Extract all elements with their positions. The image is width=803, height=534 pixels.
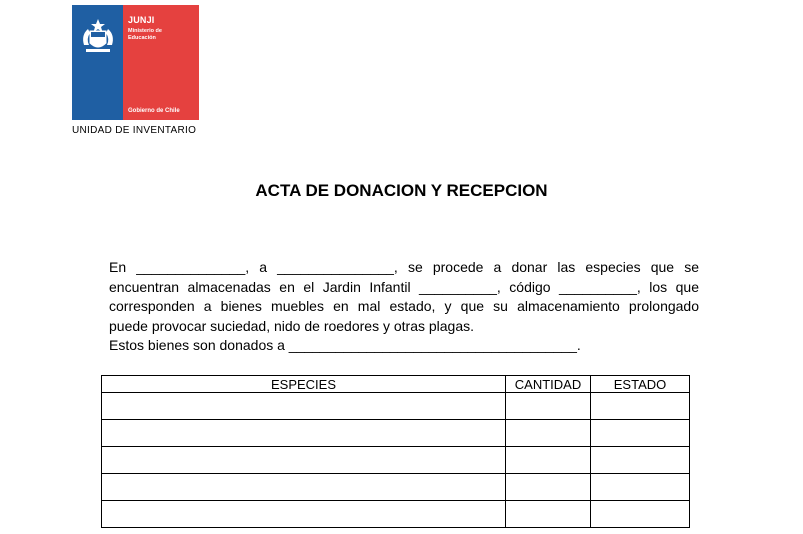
cell-estado[interactable] [591, 474, 690, 501]
table-row [102, 447, 690, 474]
table-row [102, 474, 690, 501]
table-row [102, 420, 690, 447]
junji-logo [72, 5, 199, 120]
logo-footer: Gobierno de Chile [128, 108, 180, 114]
cell-cantidad[interactable] [506, 447, 591, 474]
cell-estado[interactable] [591, 501, 690, 528]
cell-especies[interactable] [102, 474, 506, 501]
body-line-5: Estos bienes son donados a _____________________________________. [109, 337, 581, 353]
cell-especies[interactable] [102, 501, 506, 528]
items-table-container [101, 375, 690, 528]
logo-blue-panel [72, 5, 123, 120]
cell-especies[interactable] [102, 447, 506, 474]
body-line-3: corresponden a bienes muebles en mal estado, y que su almacenamiento prolongado [109, 298, 699, 314]
cell-estado[interactable] [591, 420, 690, 447]
table-row [102, 501, 690, 528]
logo-red-panel [123, 5, 199, 120]
body-line-4: puede provocar suciedad, nido de roedores y otras plagas. [109, 317, 475, 334]
header-estado: ESTADO [591, 376, 690, 393]
table-header-row [102, 376, 690, 393]
table-row [102, 393, 690, 420]
items-table [101, 375, 690, 528]
cell-estado[interactable] [591, 447, 690, 474]
document-title: ACTA DE DONACION Y RECEPCION [255, 181, 548, 200]
cell-cantidad[interactable] [506, 420, 591, 447]
logo-ministry [128, 28, 198, 42]
cell-cantidad[interactable] [506, 501, 591, 528]
logo-brand: JUNJI [128, 15, 155, 25]
logo-ministry-line1: Ministerio de [128, 28, 162, 34]
cell-especies[interactable] [102, 420, 506, 447]
cell-cantidad[interactable] [506, 474, 591, 501]
unit-name: UNIDAD DE INVENTARIO [72, 125, 197, 136]
cell-cantidad[interactable] [506, 393, 591, 420]
cell-estado[interactable] [591, 393, 690, 420]
document-body [109, 258, 699, 356]
header-especies: ESPECIES [102, 376, 506, 393]
logo-ministry-line2: Educación [128, 35, 156, 41]
body-line-2: encuentran almacenadas en el Jardin Infantil __________, código __________, los que [109, 278, 699, 295]
cell-especies[interactable] [102, 393, 506, 420]
body-line-1: En ______________, a _______________, se procede a donar las especies que se [109, 259, 699, 275]
chile-coat-of-arms-icon [78, 15, 118, 57]
header-cantidad: CANTIDAD [506, 376, 591, 393]
